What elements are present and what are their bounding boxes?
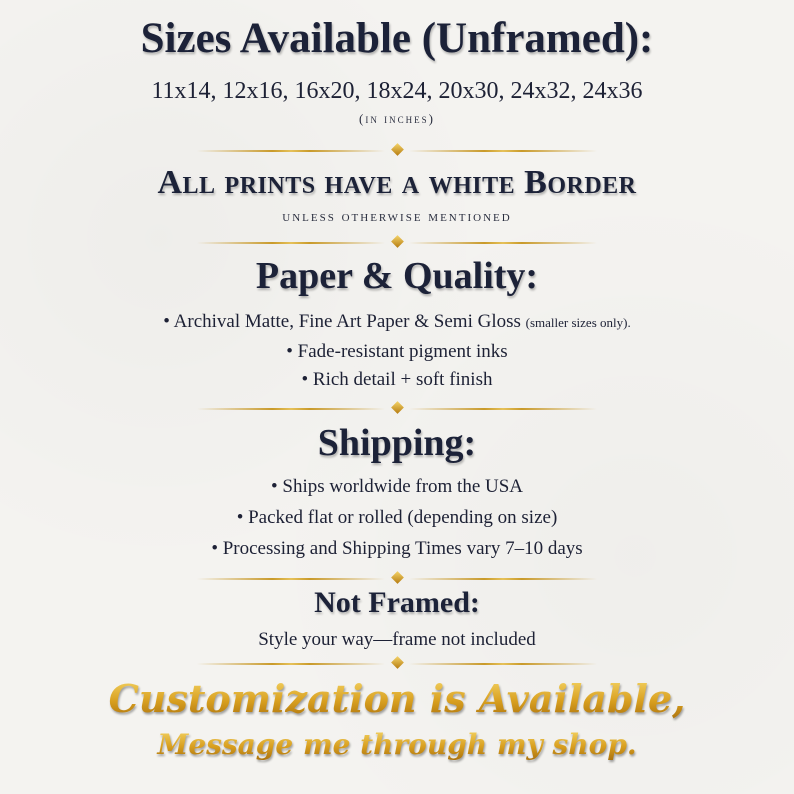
paper-item: • Rich detail + soft finish [301,369,493,390]
paper-item-note: (smaller sizes only). [525,315,631,330]
not-framed-subtitle: Style your way—frame not included [258,629,536,650]
sizes-title: Sizes Available (Unframed): [140,15,654,62]
customization-text: Customization is Available, [0,676,794,721]
paper-title: Paper & Quality: [255,255,539,297]
paper-item-text: • Archival Matte, Fine Art Paper & Semi Gloss [163,311,521,332]
paper-item: • Fade-resistant pigment inks [286,341,508,362]
divider-3 [197,401,597,417]
paper-item [0,311,794,333]
divider-1 [197,143,597,159]
sizes-unit: (in inches) [359,111,435,126]
shipping-item: • Processing and Shipping Times vary 7–10 days [211,538,583,559]
shipping-item: • Ships worldwide from the USA [270,476,524,497]
divider-5 [197,656,597,672]
border-subtitle: unless otherwise mentioned [282,209,512,225]
shipping-title: Shipping: [317,422,477,464]
diamond-icon [391,235,404,248]
diamond-icon [391,401,404,414]
not-framed-title: Not Framed: [314,586,480,619]
shipping-item: • Packed flat or rolled (depending on size) [236,507,558,528]
border-title: All prints have a white Border [157,164,637,201]
diamond-icon [391,143,404,156]
diamond-icon [391,656,404,669]
diamond-icon [391,571,404,584]
divider-2 [197,235,597,251]
divider-4 [197,571,597,587]
sizes-list: 11x14, 12x16, 16x20, 18x24, 20x30, 24x32, 24x36 [151,78,643,104]
message-text: Message me through my shop. [0,728,794,761]
